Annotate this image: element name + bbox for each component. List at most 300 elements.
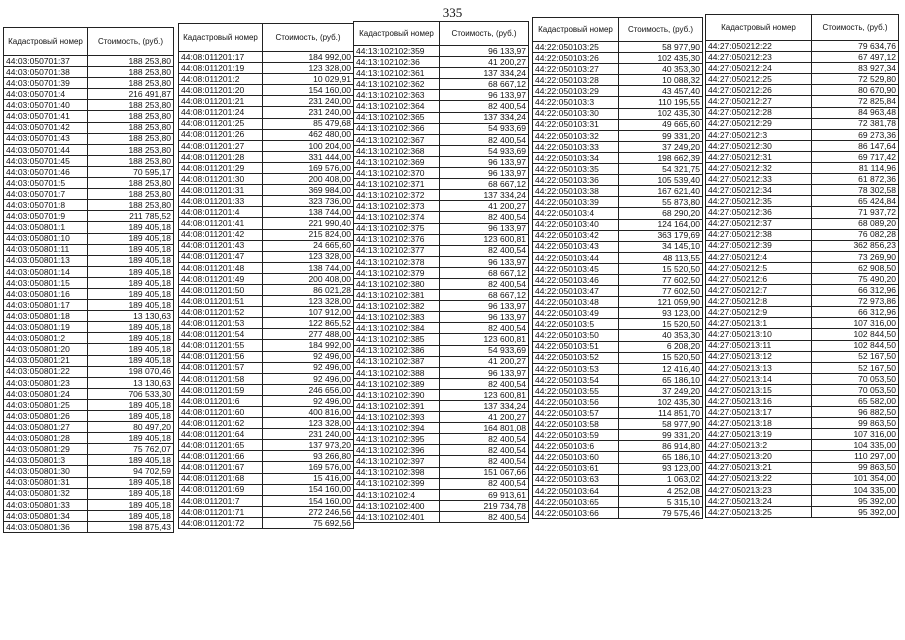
cadastral-number-cell: 44:27:050212:27 (706, 96, 812, 107)
cadastral-number-cell: 44:13:102102:374 (354, 212, 440, 223)
cadastral-number-cell: 44:08:011201:42 (179, 229, 263, 240)
cadastral-number-cell: 44:27:050213:22 (706, 473, 812, 484)
cadastral-number-cell: 44:13:102102:364 (354, 101, 440, 112)
cost-cell: 189 405,18 (88, 510, 174, 521)
cadastral-number-cell: 44:03:050801:17 (4, 300, 88, 311)
table-row (179, 107, 354, 118)
cost-cell: 200 408,00 (263, 273, 354, 284)
table-row (4, 333, 174, 344)
table-row (533, 430, 703, 441)
cost-cell: 99 863,50 (812, 418, 899, 429)
cadastral-number-cell: 44:27:050212:31 (706, 151, 812, 162)
cadastral-number-cell: 44:13:102102:370 (354, 168, 440, 179)
table-row (706, 473, 899, 484)
cadastral-number-cell: 44:08:011201:68 (179, 473, 263, 484)
table-row (179, 74, 354, 85)
cost-cell: 41 200,27 (440, 57, 529, 68)
table-row (179, 284, 354, 295)
cadastral-number-cell: 44:27:050212:4 (706, 251, 812, 262)
cost-cell: 70 595,17 (88, 166, 174, 177)
table-row (706, 207, 899, 218)
table-row (179, 307, 354, 318)
cadastral-number-cell: 44:27:050213:13 (706, 362, 812, 373)
cost-cell: 105 539,40 (619, 175, 703, 186)
cadastral-number-cell: 44:03:050801:16 (4, 288, 88, 299)
table-row (706, 318, 899, 329)
cadastral-number-cell: 44:03:050801:14 (4, 266, 88, 277)
cost-cell: 369 984,00 (263, 185, 354, 196)
cadastral-number-cell: 44:08:011201:60 (179, 407, 263, 418)
cost-cell: 52 167,50 (812, 351, 899, 362)
cost-cell: 40 353,30 (619, 64, 703, 75)
cadastral-number-cell: 44:13:102102:395 (354, 434, 440, 445)
cost-cell: 123 328,00 (263, 296, 354, 307)
cost-cell: 62 908,50 (812, 262, 899, 273)
cost-cell: 363 179,69 (619, 230, 703, 241)
cadastral-number-cell: 44:22:050103:34 (533, 152, 619, 163)
table-row (533, 141, 703, 152)
table-row (706, 506, 899, 517)
table-row (533, 474, 703, 485)
cadastral-number-cell: 44:27:050213:23 (706, 484, 812, 495)
table-row (4, 133, 174, 144)
cadastral-number-cell: 44:22:050103:60 (533, 452, 619, 463)
cost-cell: 123 328,00 (263, 251, 354, 262)
cost-cell: 93 123,00 (619, 308, 703, 319)
cost-cell: 95 392,00 (812, 506, 899, 517)
table-row (4, 166, 174, 177)
cadastral-number-cell: 44:08:011201:57 (179, 362, 263, 373)
cost-cell: 96 133,97 (440, 46, 529, 57)
cadastral-number-cell: 44:08:011201:2 (179, 74, 263, 85)
cadastral-number-cell: 44:08:011201:66 (179, 451, 263, 462)
table-row (179, 373, 354, 384)
cadastral-number-cell: 44:22:050103:38 (533, 186, 619, 197)
cadastral-number-cell: 44:22:050103:42 (533, 230, 619, 241)
table-row (4, 510, 174, 521)
cadastral-number-cell: 44:08:011201:29 (179, 162, 263, 173)
cost-cell: 189 405,18 (88, 244, 174, 255)
cost-cell: 81 114,96 (812, 163, 899, 174)
cost-cell: 92 496,00 (263, 351, 354, 362)
cadastral-number-cell: 44:13:102102:393 (354, 412, 440, 423)
cost-cell: 123 328,00 (263, 63, 354, 74)
cadastre-table-2 (178, 23, 354, 529)
cadastral-number-cell: 44:13:102102:369 (354, 156, 440, 167)
table-row (533, 297, 703, 308)
cost-cell: 138 744,00 (263, 262, 354, 273)
table-row (706, 96, 899, 107)
cost-cell: 99 331,20 (619, 130, 703, 141)
cost-cell: 12 416,40 (619, 363, 703, 374)
cadastral-number-cell: 44:22:050103:44 (533, 252, 619, 263)
cost-cell: 198 662,39 (619, 152, 703, 163)
cost-cell: 121 059,90 (619, 297, 703, 308)
cadastral-number-cell: 44:22:050103:45 (533, 263, 619, 274)
cadastre-table-5 (705, 14, 899, 518)
table-row (706, 163, 899, 174)
cost-cell: 80 497,20 (88, 422, 174, 433)
cadastral-number-cell: 44:27:050212:29 (706, 118, 812, 129)
cost-cell: 54 933,69 (440, 145, 529, 156)
cost-cell: 41 200,27 (440, 412, 529, 423)
cadastral-number-cell: 44:13:102102:391 (354, 401, 440, 412)
cadastral-number-cell: 44:27:050213:15 (706, 384, 812, 395)
cost-cell: 122 865,52 (263, 318, 354, 329)
table-row (354, 323, 529, 334)
cadastral-number-cell: 44:13:102102:363 (354, 90, 440, 101)
cadastral-number-cell: 44:22:050103:31 (533, 119, 619, 130)
table-row (533, 97, 703, 108)
cost-cell: 69 913,61 (440, 489, 529, 500)
cost-cell: 189 405,18 (88, 411, 174, 422)
cost-cell: 188 253,80 (88, 122, 174, 133)
cadastral-number-cell: 44:13:102102:372 (354, 190, 440, 201)
cost-cell: 86 147,64 (812, 140, 899, 151)
table-row (179, 429, 354, 440)
cost-cell: 13 130,63 (88, 311, 174, 322)
cost-cell: 184 992,00 (263, 52, 354, 63)
table-row (4, 211, 174, 222)
cost-cell: 277 488,00 (263, 329, 354, 340)
cadastral-number-cell: 44:03:050801:32 (4, 488, 88, 499)
cadastral-number-cell: 44:27:050213:19 (706, 429, 812, 440)
table-row (4, 388, 174, 399)
cadastral-number-cell: 44:08:011201:56 (179, 351, 263, 362)
cadastral-number-cell: 44:13:102102:389 (354, 378, 440, 389)
cost-cell: 189 405,18 (88, 399, 174, 410)
table-row (179, 329, 354, 340)
cost-cell: 68 667,12 (440, 267, 529, 278)
cadastral-number-cell: 44:08:011201:25 (179, 118, 263, 129)
cadastral-number-cell: 44:13:102102:367 (354, 134, 440, 145)
cadastral-number-cell: 44:03:050801:23 (4, 377, 88, 388)
cost-cell: 102 844,50 (812, 340, 899, 351)
table-row (533, 496, 703, 507)
page-number: 335 (442, 5, 463, 20)
table-body (179, 52, 354, 529)
cadastral-number-cell: 44:22:050103:40 (533, 219, 619, 230)
cadastral-number-cell: 44:08:011201:64 (179, 429, 263, 440)
cost-cell: 96 133,97 (440, 367, 529, 378)
header-cost: Стоимость, (руб.) (812, 15, 899, 41)
table-row (179, 96, 354, 107)
cadastral-number-cell: 44:22:050103:29 (533, 86, 619, 97)
table-row (4, 477, 174, 488)
cost-cell: 189 405,18 (88, 322, 174, 333)
cost-cell: 83 927,34 (812, 63, 899, 74)
cadastral-number-cell: 44:08:011201:49 (179, 273, 263, 284)
cost-cell: 331 444,00 (263, 151, 354, 162)
cost-cell: 13 130,63 (88, 377, 174, 388)
table-body (533, 42, 703, 519)
table-row (706, 296, 899, 307)
table-row (4, 411, 174, 422)
table-row (4, 277, 174, 288)
cadastral-number-cell: 44:22:050103:32 (533, 130, 619, 141)
cadastral-number-cell: 44:27:050212:33 (706, 174, 812, 185)
cadastral-number-cell: 44:22:050103:58 (533, 419, 619, 430)
cadastral-number-cell: 44:13:102102:4 (354, 489, 440, 500)
cadastral-number-cell: 44:03:050801:36 (4, 521, 88, 532)
cadastral-number-cell: 44:22:050103:33 (533, 141, 619, 152)
table-row (706, 273, 899, 284)
cost-cell: 123 328,00 (263, 418, 354, 429)
cadastral-number-cell: 44:03:050701:44 (4, 144, 88, 155)
cost-cell: 151 067,66 (440, 467, 529, 478)
cost-cell: 189 405,18 (88, 255, 174, 266)
cadastral-number-cell: 44:13:102102:373 (354, 201, 440, 212)
cost-cell: 462 480,00 (263, 129, 354, 140)
cadastral-number-cell: 44:03:050801:25 (4, 399, 88, 410)
cost-cell: 49 665,60 (619, 119, 703, 130)
cost-cell: 80 670,90 (812, 85, 899, 96)
table-row (179, 151, 354, 162)
cost-cell: 75 490,20 (812, 273, 899, 284)
cost-cell: 58 977,90 (619, 42, 703, 53)
cadastre-table-1 (3, 27, 174, 533)
cadastre-table-3 (353, 21, 529, 523)
table-row (179, 451, 354, 462)
cadastral-number-cell: 44:03:050701:45 (4, 155, 88, 166)
cost-cell: 706 533,30 (88, 388, 174, 399)
cadastral-number-cell: 44:03:050801:10 (4, 233, 88, 244)
table-row (4, 67, 174, 78)
cadastral-number-cell: 44:27:050213:21 (706, 462, 812, 473)
table-row (706, 373, 899, 384)
table-row (354, 256, 529, 267)
table-row (4, 244, 174, 255)
cost-cell: 169 576,00 (263, 462, 354, 473)
cost-cell: 104 335,00 (812, 484, 899, 495)
cost-cell: 96 133,97 (440, 156, 529, 167)
table-row (179, 218, 354, 229)
table-row (354, 201, 529, 212)
cost-cell: 40 353,30 (619, 330, 703, 341)
cadastral-number-cell: 44:03:050801:31 (4, 477, 88, 488)
cadastral-number-cell: 44:03:050801:24 (4, 388, 88, 399)
cost-cell: 86 914,80 (619, 441, 703, 452)
cost-cell: 54 933,69 (440, 123, 529, 134)
cost-cell: 70 053,50 (812, 373, 899, 384)
cost-cell: 154 160,00 (263, 85, 354, 96)
cadastral-number-cell: 44:27:050212:8 (706, 296, 812, 307)
table-row (533, 263, 703, 274)
cadastral-number-cell: 44:08:011201:28 (179, 151, 263, 162)
cost-cell: 102 435,30 (619, 397, 703, 408)
cost-cell: 94 702,59 (88, 466, 174, 477)
cost-cell: 400 816,00 (263, 407, 354, 418)
cost-cell: 189 405,18 (88, 344, 174, 355)
table-row (706, 251, 899, 262)
cost-cell: 169 576,00 (263, 162, 354, 173)
cost-cell: 58 977,90 (619, 419, 703, 430)
cost-cell: 189 405,18 (88, 433, 174, 444)
cadastral-number-cell: 44:27:050213:25 (706, 506, 812, 517)
header-cadastral-number: Кадастровый номер (4, 28, 88, 56)
table-row (706, 329, 899, 340)
cost-cell: 24 665,60 (263, 240, 354, 251)
cadastral-number-cell: 44:27:050213:2 (706, 440, 812, 451)
table-row (354, 434, 529, 445)
cost-cell: 15 520,50 (619, 352, 703, 363)
table-row (179, 174, 354, 185)
cost-cell: 66 312,96 (812, 285, 899, 296)
cost-cell: 231 240,00 (263, 107, 354, 118)
cost-cell: 189 405,18 (88, 266, 174, 277)
cadastral-number-cell: 44:13:102102:381 (354, 290, 440, 301)
table-row (533, 485, 703, 496)
table-row (4, 255, 174, 266)
table-row (706, 407, 899, 418)
cadastral-number-cell: 44:22:050103:63 (533, 474, 619, 485)
cadastral-number-cell: 44:03:050801:26 (4, 411, 88, 422)
table-row (354, 112, 529, 123)
cost-cell: 15 520,50 (619, 319, 703, 330)
cadastral-number-cell: 44:13:102102:394 (354, 423, 440, 434)
cost-cell: 96 133,97 (440, 312, 529, 323)
cadastral-number-cell: 44:08:011201:67 (179, 462, 263, 473)
cadastral-number-cell: 44:08:011201:43 (179, 240, 263, 251)
table-row (354, 278, 529, 289)
cost-cell: 82 400,54 (440, 245, 529, 256)
cadastral-number-cell: 44:13:102102:380 (354, 278, 440, 289)
cadastral-number-cell: 44:27:050213:16 (706, 396, 812, 407)
cost-cell: 1 063,02 (619, 474, 703, 485)
cost-cell: 198 875,43 (88, 521, 174, 532)
cost-cell: 76 082,28 (812, 229, 899, 240)
table-row (354, 190, 529, 201)
cost-cell: 65 186,10 (619, 452, 703, 463)
table-row (179, 85, 354, 96)
cost-cell: 72 529,80 (812, 74, 899, 85)
table-row (533, 75, 703, 86)
table-row (179, 407, 354, 418)
cost-cell: 188 253,80 (88, 178, 174, 189)
table-row (706, 85, 899, 96)
cost-cell: 68 667,12 (440, 79, 529, 90)
table-row (706, 196, 899, 207)
cost-cell: 137 334,24 (440, 112, 529, 123)
cost-cell: 75 692,56 (263, 517, 354, 528)
cadastral-number-cell: 44:27:050212:9 (706, 307, 812, 318)
cadastral-number-cell: 44:13:102102:382 (354, 301, 440, 312)
table-row (179, 262, 354, 273)
cadastral-number-cell: 44:13:102102:36 (354, 57, 440, 68)
cost-cell: 61 872,36 (812, 174, 899, 185)
table-row (354, 445, 529, 456)
cost-cell: 93 266,80 (263, 451, 354, 462)
table-row (533, 186, 703, 197)
cost-cell: 10 029,91 (263, 74, 354, 85)
cost-cell: 114 851,70 (619, 408, 703, 419)
cost-cell: 231 240,00 (263, 96, 354, 107)
table-row (179, 162, 354, 173)
cadastral-number-cell: 44:13:102102:385 (354, 334, 440, 345)
table-row (4, 433, 174, 444)
cost-cell: 124 164,00 (619, 219, 703, 230)
cost-cell: 65 186,10 (619, 374, 703, 385)
cadastral-number-cell: 44:08:011201:48 (179, 262, 263, 273)
cadastral-number-cell: 44:22:050103:26 (533, 53, 619, 64)
table-row (533, 441, 703, 452)
cost-cell: 189 405,18 (88, 277, 174, 288)
cadastral-number-cell: 44:22:050103:56 (533, 397, 619, 408)
cost-cell: 189 405,18 (88, 333, 174, 344)
cost-cell: 188 253,80 (88, 200, 174, 211)
cost-cell: 82 400,54 (440, 101, 529, 112)
cost-cell: 34 145,10 (619, 241, 703, 252)
table-row (354, 389, 529, 400)
cost-cell: 48 113,55 (619, 252, 703, 263)
table-row (533, 197, 703, 208)
cost-cell: 96 882,50 (812, 407, 899, 418)
table-row (533, 86, 703, 97)
cadastral-number-cell: 44:08:011201:24 (179, 107, 263, 118)
cost-cell: 107 316,00 (812, 318, 899, 329)
table-row (706, 396, 899, 407)
table-row (179, 185, 354, 196)
table-row (4, 122, 174, 133)
cost-cell: 137 334,24 (440, 401, 529, 412)
cadastral-number-cell: 44:27:050212:22 (706, 41, 812, 52)
cadastral-number-cell: 44:27:050213:24 (706, 495, 812, 506)
cost-cell: 82 400,54 (440, 445, 529, 456)
table-row (706, 118, 899, 129)
cadastral-number-cell: 44:03:050701:5 (4, 178, 88, 189)
cadastral-number-cell: 44:27:050212:6 (706, 273, 812, 284)
cadastral-number-cell: 44:08:011201:4 (179, 207, 263, 218)
cadastral-number-cell: 44:27:050212:28 (706, 107, 812, 118)
cadastral-number-cell: 44:27:050212:25 (706, 74, 812, 85)
cost-cell: 101 354,00 (812, 473, 899, 484)
table-row (179, 384, 354, 395)
table-row (533, 130, 703, 141)
cost-cell: 15 520,50 (619, 263, 703, 274)
cost-cell: 154 160,00 (263, 484, 354, 495)
cadastral-number-cell: 44:27:050213:17 (706, 407, 812, 418)
cadastral-number-cell: 44:08:011201:20 (179, 85, 263, 96)
cost-cell: 65 582,00 (812, 396, 899, 407)
table-row (4, 322, 174, 333)
cadastral-number-cell: 44:08:011201:54 (179, 329, 263, 340)
cadastral-number-cell: 44:08:011201:21 (179, 96, 263, 107)
table-row (533, 152, 703, 163)
table-row (533, 363, 703, 374)
cost-cell: 110 195,55 (619, 97, 703, 108)
table-row (4, 455, 174, 466)
cost-cell: 188 253,80 (88, 133, 174, 144)
cadastral-number-cell: 44:13:102102:365 (354, 112, 440, 123)
cost-cell: 75 762,07 (88, 444, 174, 455)
cost-cell: 77 602,50 (619, 286, 703, 297)
cadastral-number-cell: 44:22:050103:27 (533, 64, 619, 75)
cadastral-number-cell: 44:22:050103:28 (533, 75, 619, 86)
cadastral-number-cell: 44:27:050212:24 (706, 63, 812, 74)
cadastral-number-cell: 44:22:050103:30 (533, 108, 619, 119)
table-row (179, 296, 354, 307)
cadastral-number-cell: 44:13:102102:371 (354, 179, 440, 190)
cadastral-number-cell: 44:13:102102:388 (354, 367, 440, 378)
table-row (533, 397, 703, 408)
cost-cell: 4 252,08 (619, 485, 703, 496)
cadastral-number-cell: 44:03:050701:37 (4, 56, 88, 67)
cost-cell: 189 405,18 (88, 355, 174, 366)
cost-cell: 85 479,68 (263, 118, 354, 129)
table-row (354, 223, 529, 234)
cadastral-number-cell: 44:03:050701:4 (4, 89, 88, 100)
cost-cell: 82 400,54 (440, 134, 529, 145)
